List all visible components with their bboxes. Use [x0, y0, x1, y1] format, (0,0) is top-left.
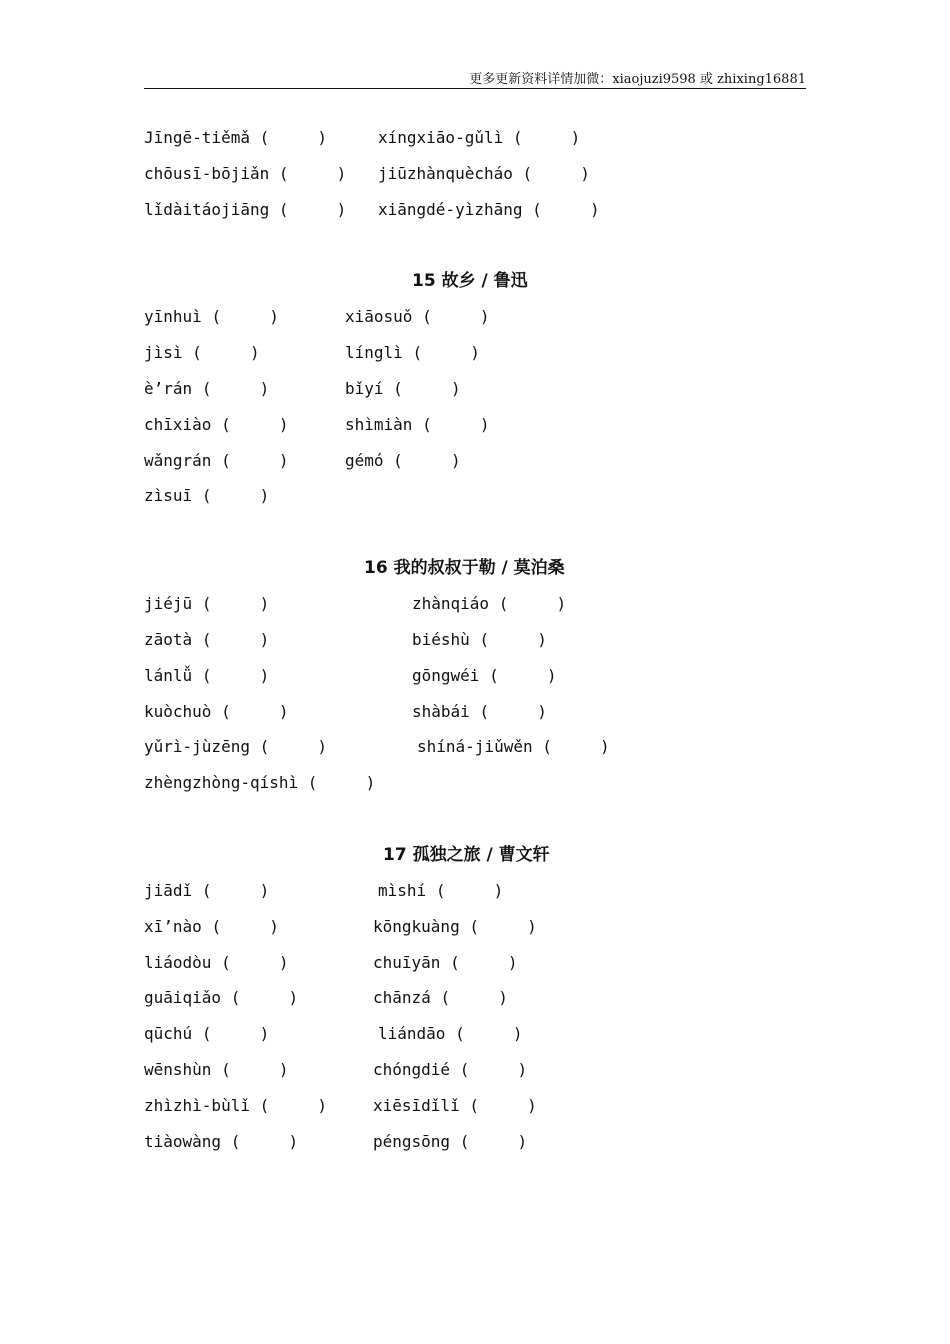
list-item: zhànqiáo ( )	[412, 594, 567, 613]
list-item: jiūzhànquècháo ( )	[378, 164, 590, 183]
list-item: jìsì ( )	[144, 343, 260, 362]
list-item: mìshí ( )	[378, 881, 504, 900]
list-item: è’rán ( )	[144, 379, 270, 398]
list-item: guāiqiǎo ( )	[144, 988, 299, 1007]
list-item: bǐyí ( )	[345, 379, 461, 398]
list-item: xiēsīdǐlǐ ( )	[373, 1096, 537, 1115]
list-item: xiāngdé-yìzhāng ( )	[378, 200, 600, 219]
list-item: chóngdié ( )	[373, 1060, 528, 1079]
list-item: gōngwéi ( )	[412, 666, 557, 685]
list-item: zāotà ( )	[144, 630, 270, 649]
list-item: línglì ( )	[345, 343, 480, 362]
list-item: zìsuī ( )	[144, 486, 270, 505]
list-item: yīnhuì ( )	[144, 307, 279, 326]
list-item: xiāosuǒ ( )	[345, 307, 490, 326]
list-item: zhèngzhòng-qíshì ( )	[144, 773, 376, 792]
list-item: lánlǚ ( )	[144, 666, 270, 685]
list-item: chānzá ( )	[373, 988, 508, 1007]
list-item: yǔrì-jùzēng ( )	[144, 737, 328, 756]
list-item: zhìzhì-bùlǐ ( )	[144, 1096, 328, 1115]
list-item: Jīngē-tiěmǎ ( )	[144, 128, 328, 147]
list-item: lǐdàitáojiāng ( )	[144, 200, 347, 219]
list-item: wēnshùn ( )	[144, 1060, 289, 1079]
list-item: biéshù ( )	[412, 630, 547, 649]
list-item: liáodòu ( )	[144, 953, 289, 972]
list-item: gémó ( )	[345, 451, 461, 470]
list-item: qūchú ( )	[144, 1024, 270, 1043]
list-item: xī’nào ( )	[144, 917, 279, 936]
header-contact-text: 更多更新资料详情加微：xiaojuzi9598 或 zhixing16881	[469, 72, 806, 87]
list-item: xíngxiāo-gǔlì ( )	[378, 128, 581, 147]
section-title: 17 孤独之旅 / 曹文轩	[383, 845, 550, 865]
list-item: chīxiào ( )	[144, 415, 289, 434]
list-item: liándāo ( )	[378, 1024, 523, 1043]
list-item: chōusī-bōjiǎn ( )	[144, 164, 347, 183]
section-title: 15 故乡 / 鲁迅	[412, 271, 528, 291]
list-item: chuīyān ( )	[373, 953, 518, 972]
list-item: shíná-jiǔwěn ( )	[417, 737, 610, 756]
list-item: péngsōng ( )	[373, 1132, 528, 1151]
list-item: tiàowàng ( )	[144, 1132, 299, 1151]
list-item: shìmiàn ( )	[345, 415, 490, 434]
list-item: shàbái ( )	[412, 702, 547, 721]
list-item: jiéjū ( )	[144, 594, 270, 613]
list-item: kuòchuò ( )	[144, 702, 289, 721]
list-item: wǎngrán ( )	[144, 451, 289, 470]
section-title: 16 我的叔叔于勒 / 莫泊桑	[364, 558, 565, 578]
page-header	[144, 68, 806, 89]
list-item: kōngkuàng ( )	[373, 917, 537, 936]
list-item: jiādǐ ( )	[144, 881, 270, 900]
